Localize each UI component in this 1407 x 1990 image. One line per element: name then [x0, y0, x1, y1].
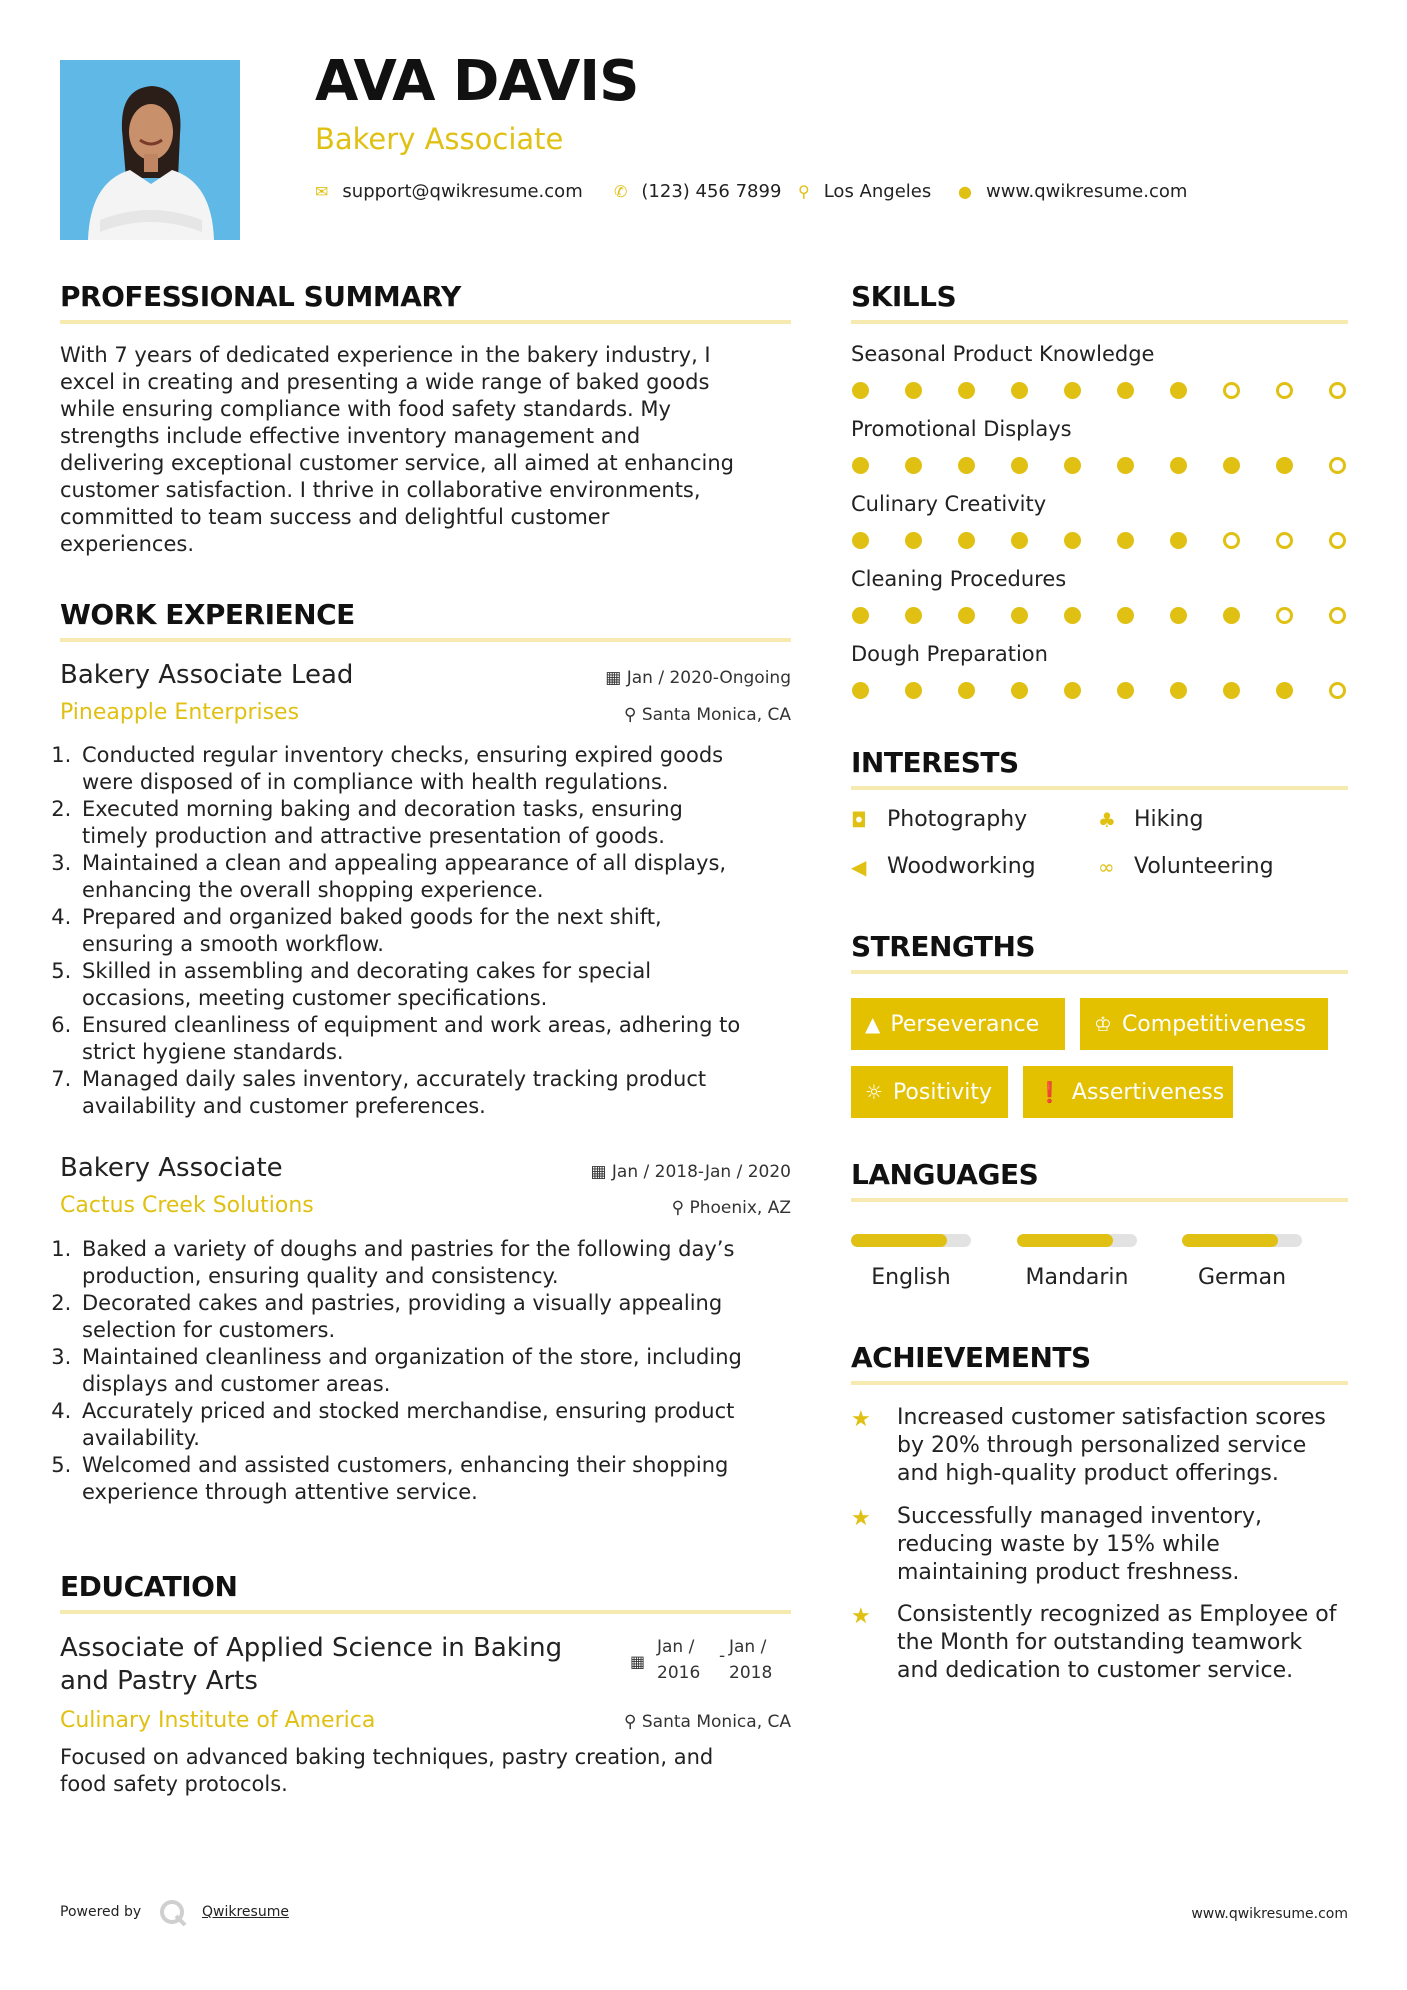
strength-badge: [1023, 1066, 1233, 1118]
rating-dot-filled: [1170, 382, 1187, 399]
rating-dot-filled: [1117, 382, 1134, 399]
handshake-icon: ∞: [1098, 854, 1115, 879]
sun-icon: ☼: [865, 1080, 883, 1104]
powered-by-label: Powered by: [60, 1904, 142, 1920]
skill-name: Dough Preparation: [851, 642, 1048, 666]
achievement-line: the Month for outstanding teamwork: [897, 1630, 1303, 1655]
rating-dot-filled: [1011, 382, 1028, 399]
phone-icon: ✆: [614, 182, 628, 201]
rating-dot-filled: [1064, 382, 1081, 399]
rating-dot-filled: [1064, 532, 1081, 549]
list-item: 5. Skilled in assembling and decorating cakes for special occasions, meeting customer specifications.: [78, 958, 809, 1012]
strength-badge: [1080, 998, 1328, 1050]
calendar-icon: ▦: [605, 668, 622, 688]
rating-dot-empty: [1223, 532, 1240, 549]
list-item: 1. Baked a variety of doughs and pastries for the following day’s production, ensuring quality and consistency.: [78, 1236, 809, 1290]
rating-dot-filled: [852, 607, 869, 624]
skill-name: Seasonal Product Knowledge: [851, 342, 1155, 366]
rating-dot-filled: [1064, 607, 1081, 624]
strength-badge: [851, 998, 1065, 1050]
brand-link[interactable]: Qwikresume: [202, 1904, 289, 1920]
rating-dot-filled: [1223, 457, 1240, 474]
interest-woodworking: [851, 854, 1036, 879]
profile-photo: [60, 60, 240, 240]
list-item: 2. Decorated cakes and pastries, providing a visually appealing selection for customers.: [78, 1290, 809, 1344]
rating-dot-filled: [958, 607, 975, 624]
job-dates: [605, 668, 791, 688]
rating-dot-empty: [1223, 382, 1240, 399]
section-divider: [851, 970, 1348, 974]
job-location: [672, 1198, 791, 1218]
achievement-item: [897, 1404, 1326, 1488]
summary-line: excel in creating and presenting a wide range of baked goods: [60, 370, 710, 394]
achievements-heading: ACHIEVEMENTS: [851, 1341, 1091, 1374]
list-item: 5. Welcomed and assisted customers, enhancing their shopping experience through attentive service.: [78, 1452, 809, 1506]
rating-dot-filled: [1117, 607, 1134, 624]
rating-dot-filled: [1170, 607, 1187, 624]
list-item: 4. Prepared and organized baked goods for the next shift, ensuring a smooth workflow.: [78, 904, 809, 958]
language-name: English: [871, 1265, 951, 1290]
rating-dot-filled: [852, 682, 869, 699]
job-location: [624, 705, 791, 725]
pushpin-icon: ⚲: [671, 1198, 685, 1218]
pushpin-icon: ⚲: [624, 705, 637, 725]
rating-dot-filled: [905, 607, 922, 624]
section-divider: [60, 320, 791, 324]
achievement-item: [897, 1503, 1262, 1587]
rating-dot-filled: [1276, 457, 1293, 474]
rating-dot-filled: [852, 457, 869, 474]
language-level-fill: [851, 1234, 947, 1247]
email-text: support@qwikresume.com: [342, 181, 583, 202]
calendar-icon: ▦: [590, 1162, 607, 1182]
rating-dot-filled: [1011, 607, 1028, 624]
rating-dot-filled: [958, 382, 975, 399]
interest-label: Photography: [887, 807, 1028, 832]
language-name: German: [1197, 1265, 1287, 1290]
education-start-date: [657, 1634, 700, 1686]
summary-line: committed to team success and delightful customer: [60, 505, 610, 529]
achievement-line: and high-quality product offerings.: [897, 1461, 1279, 1486]
contact-phone[interactable]: [614, 181, 781, 202]
rating-dot-filled: [1117, 532, 1134, 549]
language-level-fill: [1182, 1234, 1278, 1247]
education-heading: EDUCATION: [60, 1570, 238, 1603]
calendar-icon: ▦: [630, 1652, 646, 1671]
job-responsibilities: [60, 1236, 809, 1506]
degree-title: [60, 1632, 562, 1698]
job-dates-text: Jan / 2018-Jan / 2020: [611, 1162, 791, 1182]
rating-dot-filled: [1117, 682, 1134, 699]
interest-hiking: [1098, 807, 1203, 832]
rating-dot-empty: [1329, 607, 1346, 624]
language-level-fill: [1017, 1234, 1113, 1247]
summary-line: With 7 years of dedicated experience in the bakery industry, I: [60, 343, 711, 367]
section-divider: [60, 1610, 791, 1614]
school-name: Culinary Institute of America: [60, 1708, 376, 1733]
list-item: 2. Executed morning baking and decoration tasks, ensuring timely production and attractive presentation of goods.: [78, 796, 809, 850]
achievement-line: and dedication to customer service.: [897, 1658, 1294, 1683]
company-name: Cactus Creek Solutions: [60, 1193, 314, 1218]
skill-name: Cleaning Procedures: [851, 567, 1067, 591]
contact-location: [798, 181, 931, 202]
strength-badge: [851, 1066, 1008, 1118]
rating-dot-filled: [1011, 532, 1028, 549]
degree-line: Associate of Applied Science in Baking: [60, 1633, 563, 1663]
date-year: 2018: [729, 1663, 773, 1683]
rating-dot-empty: [1329, 457, 1346, 474]
strength-label: Assertiveness: [1071, 1079, 1225, 1105]
rating-dot-filled: [1223, 682, 1240, 699]
job-location-text: Phoenix, AZ: [689, 1198, 791, 1218]
achievement-line: maintaining product freshness.: [897, 1560, 1240, 1585]
rating-dot-filled: [1117, 457, 1134, 474]
list-item: 7. Managed daily sales inventory, accurately tracking product availability and customer preferences.: [78, 1066, 809, 1120]
date-year: 2016: [657, 1663, 701, 1683]
rating-dot-filled: [958, 682, 975, 699]
description-line: Focused on advanced baking techniques, pastry creation, and: [60, 1745, 714, 1769]
star-icon: ★: [851, 1407, 871, 1432]
skill-rating: [852, 607, 1346, 624]
rating-dot-filled: [958, 457, 975, 474]
skill-rating: [852, 457, 1346, 474]
skill-rating: [852, 532, 1346, 549]
job-location-text: Santa Monica, CA: [641, 705, 791, 725]
summary-line: delivering exceptional customer service, all aimed at enhancing: [60, 451, 735, 475]
summary-line: strengths include effective inventory management and: [60, 424, 641, 448]
map-pin-icon: ⚲: [798, 182, 810, 201]
language-level-bar: [1182, 1234, 1302, 1247]
candidate-name: AVA DAVIS: [315, 49, 639, 114]
date-month: Jan /: [657, 1637, 695, 1657]
language-name: Mandarin: [1025, 1265, 1129, 1290]
description-line: food safety protocols.: [60, 1772, 288, 1796]
rating-dot-filled: [905, 457, 922, 474]
achievement-line: reducing waste by 15% while: [897, 1532, 1220, 1557]
summary-line: customer satisfaction. I thrive in collaborative environments,: [60, 478, 701, 502]
summary-text: [60, 342, 791, 558]
exclamation-icon: ❗: [1037, 1080, 1062, 1104]
achievement-line: Consistently recognized as Employee of: [897, 1602, 1337, 1627]
job-title: Bakery Associate Lead: [60, 660, 354, 690]
job-responsibilities: [60, 742, 809, 1120]
skill-name: Culinary Creativity: [851, 492, 1047, 516]
list-item: 3. Maintained a clean and appealing appearance of all displays, enhancing the overall shopping experience.: [78, 850, 809, 904]
degree-line: and Pastry Arts: [60, 1666, 258, 1696]
job-dates-text: Jan / 2020-Ongoing: [626, 668, 791, 688]
work-heading: WORK EXPERIENCE: [60, 598, 355, 631]
languages-heading: LANGUAGES: [851, 1158, 1039, 1191]
location-text: Los Angeles: [823, 181, 932, 202]
rating-dot-filled: [1276, 682, 1293, 699]
footer-website-link[interactable]: www.qwikresume.com: [1191, 1906, 1348, 1922]
strength-label: Competitiveness: [1121, 1011, 1307, 1037]
trophy-icon: ♔: [1094, 1012, 1112, 1036]
list-item: 4. Accurately priced and stocked merchandise, ensuring product availability.: [78, 1398, 809, 1452]
rating-dot-filled: [852, 382, 869, 399]
list-item: 1. Conducted regular inventory checks, ensuring expired goods were disposed of in compliance with health regulations.: [78, 742, 809, 796]
date-month: Jan /: [729, 1637, 767, 1657]
achievement-line: Successfully managed inventory,: [897, 1504, 1262, 1529]
rating-dot-filled: [1064, 457, 1081, 474]
rating-dot-filled: [905, 532, 922, 549]
rating-dot-empty: [1329, 682, 1346, 699]
rating-dot-empty: [1329, 532, 1346, 549]
summary-heading: PROFESSIONAL SUMMARY: [60, 280, 461, 313]
strength-label: Positivity: [892, 1079, 992, 1105]
rating-dot-filled: [852, 532, 869, 549]
rating-dot-filled: [1170, 682, 1187, 699]
contact-email[interactable]: [315, 181, 583, 202]
section-divider: [851, 320, 1348, 324]
achievement-item: [897, 1601, 1336, 1685]
envelope-icon: ✉: [315, 182, 329, 201]
star-icon: ★: [851, 1604, 871, 1629]
rating-dot-filled: [1223, 607, 1240, 624]
star-icon: ★: [851, 1506, 871, 1531]
skill-name: Promotional Displays: [851, 417, 1072, 441]
rating-dot-empty: [1329, 382, 1346, 399]
section-divider: [60, 638, 791, 642]
language-level-bar: [851, 1234, 971, 1247]
strengths-heading: STRENGTHS: [851, 930, 1036, 963]
skills-heading: SKILLS: [851, 280, 957, 313]
education-description: [60, 1744, 791, 1798]
education-end-date: [729, 1634, 772, 1686]
rating-dot-empty: [1276, 532, 1293, 549]
list-item: 3. Maintained cleanliness and organization of the store, including displays and customer areas.: [78, 1344, 809, 1398]
job-title: Bakery Associate: [60, 1153, 283, 1183]
rating-dot-empty: [1276, 382, 1293, 399]
achievement-line: by 20% through personalized service: [897, 1433, 1307, 1458]
rating-dot-filled: [1170, 457, 1187, 474]
tree-icon: ♣: [1098, 807, 1116, 832]
achievement-line: Increased customer satisfaction scores: [897, 1405, 1326, 1430]
interest-label: Volunteering: [1134, 854, 1274, 879]
summary-line: experiences.: [60, 532, 195, 556]
company-name: Pineapple Enterprises: [60, 700, 300, 725]
rating-dot-filled: [958, 532, 975, 549]
interest-label: Woodworking: [887, 854, 1036, 879]
contact-website[interactable]: [958, 181, 1187, 202]
section-divider: [851, 786, 1348, 790]
section-divider: [851, 1381, 1348, 1385]
megaphone-icon: ◀: [851, 854, 867, 879]
phone-text: (123) 456 7899: [641, 181, 782, 202]
education-location: [624, 1712, 791, 1732]
candidate-role: Bakery Associate: [315, 122, 564, 156]
pushpin-icon: ⚲: [624, 1712, 637, 1732]
rating-dot-filled: [1170, 532, 1187, 549]
skill-rating: [852, 382, 1346, 399]
language-level-bar: [1017, 1234, 1137, 1247]
section-divider: [851, 1198, 1348, 1202]
interest-photography: [851, 807, 1027, 832]
list-item: 6. Ensured cleanliness of equipment and work areas, adhering to strict hygiene standards.: [78, 1012, 809, 1066]
interest-volunteering: [1098, 854, 1274, 879]
interests-heading: INTERESTS: [851, 746, 1019, 779]
strength-label: Perseverance: [890, 1011, 1040, 1037]
rating-dot-filled: [1064, 682, 1081, 699]
skill-rating: [852, 682, 1346, 699]
person-photo-icon: [60, 60, 240, 240]
job-dates: [590, 1162, 791, 1182]
website-text: www.qwikresume.com: [985, 181, 1188, 202]
education-location-text: Santa Monica, CA: [641, 1712, 791, 1732]
rating-dot-filled: [1011, 457, 1028, 474]
rating-dot-filled: [1011, 682, 1028, 699]
globe-icon: ●: [958, 182, 972, 201]
date-separator: -: [719, 1646, 726, 1666]
qwikresume-logo-icon: [158, 1898, 188, 1932]
interest-label: Hiking: [1134, 807, 1204, 832]
rating-dot-empty: [1276, 607, 1293, 624]
camera-icon: ◘: [851, 807, 867, 832]
rating-dot-filled: [905, 382, 922, 399]
rating-dot-filled: [905, 682, 922, 699]
summary-line: while ensuring compliance with food safety standards. My: [60, 397, 671, 421]
road-icon: ▲: [865, 1012, 881, 1036]
